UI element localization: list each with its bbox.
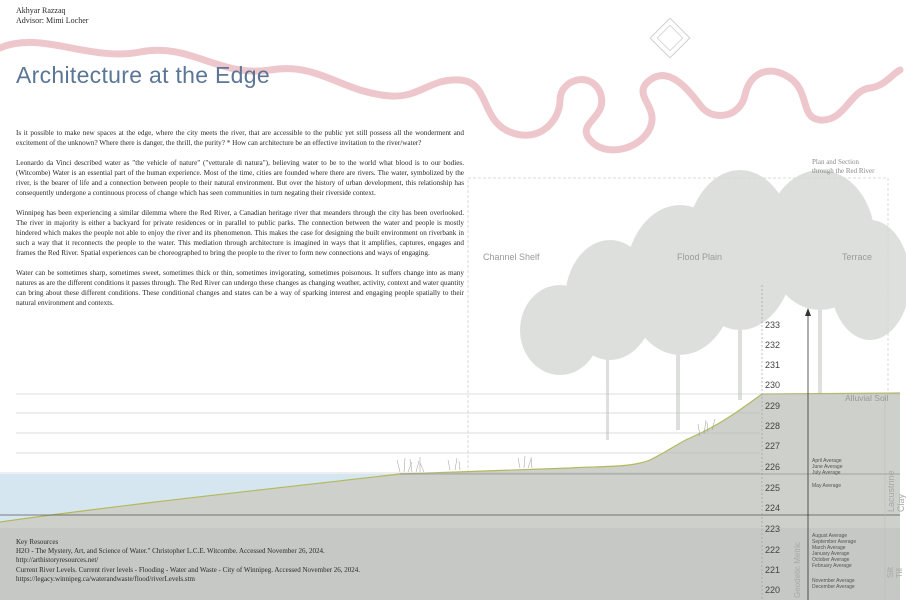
tick-222: 222 [765,545,781,555]
scale-arrow-head [805,308,811,316]
soil-till-label: Silt Till [886,566,904,578]
level-january: January Average [812,551,850,557]
tick-231: 231 [765,360,781,370]
plan-section-label [812,158,874,176]
tick-233: 233 [765,320,781,330]
paragraph-question: Is it possible to make new spaces at the edge, where the city meets the river, that are accessible to the public yet still possess all the wonderment and excitement of the unknown? Where there is danger, the thrill, the purity? * How can architecture be an effective invitation to the river/water? [16,129,464,147]
paragraph-water: Water can be sometimes sharp, sometimes sweet, sometimes thick or thin, sometimes invigorating, sometimes poisonous. It suffers change into as many natures as are the different conditions it passes through. The Red River can undergo these changes as changing weather, activity, context and water quantity can bring about these different conditions. These conditional changes and states can be a way of sparking interest and engaging people spatially to their natural environment and contexts. [16,269,464,307]
level-september: September Average [812,539,857,545]
level-december: December Average [812,584,855,590]
level-group-lower [812,533,856,569]
references-heading: Key Resources [16,538,59,546]
tick-220: 220 [765,585,781,595]
paragraph-leonardo: Leonardo da Vinci described water as "the vehicle of nature" ("vetturale di natura"), believing water to be to the world what blood is to our bodies. (Witcombe) Water is an essential part of the human experience. Most of the time, cities are founded where there are rivers. The water, symbolized by the river, is the bearer of life and a connection between people to their natural environment. But over the history of urban development, this relationship has consequently undergone a continuous process of change which has seen communities in turn negating their riverside context. [16,159,464,197]
level-group-bottom [812,578,855,590]
level-february: February Average [812,563,852,569]
tick-223: 223 [765,524,781,534]
zone-terrace: Terrace [842,252,873,262]
paragraph-winnipeg: Winnipeg has been experiencing a similar dilemma where the Red River, a Canadian heritage river that meanders through the city has been overlooked. The river in majority is either a backyard for private residences or in parallel to public parks. The connection between the water and people is mostly hindered which makes the people not able to enjoy the river and its phenomenon. This makes the case for designing the built environment on riverbank in such a way that it reconnects the people to the water. This mediation through architecture is imagined in ways that it amplifies, captures, engages and frames the Red River. Spatial experiences can be choreographed to bring the people to the river to form new connections and ways of engaging. [16,209,464,257]
tick-229: 229 [765,401,781,411]
tick-224: 224 [765,503,781,513]
tick-227: 227 [765,441,781,451]
tick-232: 232 [765,340,781,350]
zone-flood-plain: Flood Plain [677,252,723,262]
reference-witcombe-link[interactable]: http://arthistoryresources.net/ [16,556,99,565]
reference-witcombe: H2O - The Mystery, Art, and Science of Water." Christopher L.C.E. Witcombe. Accessed November 26, 2024. [16,547,325,556]
plan-label-line2: through the Red River [812,167,875,175]
level-march: March Average [812,545,846,551]
reference-winnipeg: Current River Levels. Current river levels - Flooding - Water and Waste - City of Winnipeg. Accessed November 26, 2024. [16,565,361,574]
level-april: April Average [812,458,842,464]
tick-221: 221 [765,565,781,575]
author-name: Akhyar Razzaq [16,6,66,15]
key-resources [16,538,536,584]
level-june: June Average [812,464,843,470]
zone-channel-shelf: Channel Shelf [483,252,540,262]
soil-lacustrine-label: Lacustrine Clay [886,470,906,512]
tick-226: 226 [765,462,781,472]
level-group-upper [812,458,843,476]
level-july: July Average [812,470,841,476]
soil-alluvial-label: Alluvial Soil [845,393,889,403]
page-title: Architecture at the Edge [16,62,270,88]
advisor-name: Advisor: Mimi Locher [16,16,89,25]
tick-225: 225 [765,483,781,493]
level-november: November Average [812,578,855,584]
plan-label-line1: Plan and Section [812,158,860,166]
level-october: October Average [812,557,850,563]
geodetic-metric-label: Geodetic Metric [793,541,802,598]
author-block [16,6,88,26]
tick-230: 230 [765,380,781,390]
tick-228: 228 [765,421,781,431]
level-may: May Average [812,483,842,489]
body-text [16,128,464,318]
reference-winnipeg-link[interactable]: https://legacy.winnipeg.ca/waterandwaste/flood/riverLevels.stm [16,574,195,583]
level-august: August Average [812,533,848,539]
